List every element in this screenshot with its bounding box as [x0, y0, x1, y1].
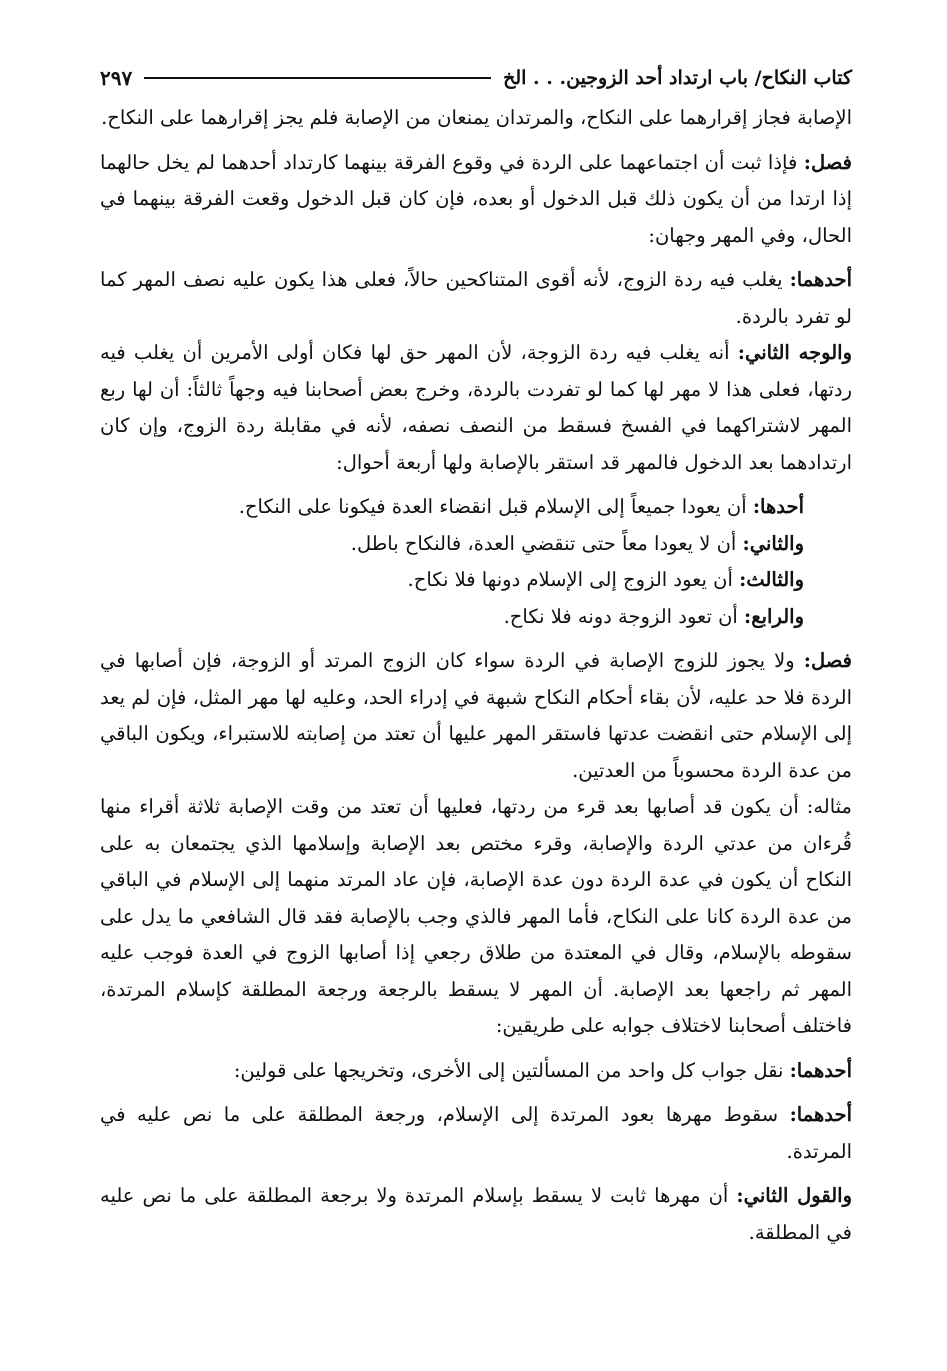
paragraph-11: أحدهما: نقل جواب كل واحد من المسألتين إلى الأخرى، وتخريجها على قولين: [233, 1058, 852, 1082]
paragraph-1: الإصابة فجاز إقرارهما على النكاح، والمرتدان يمنعان من الإصابة فلم يجز إقرارهما على النكاح. [101, 106, 852, 129]
paragraph-13: والقول الثاني: أن مهرها ثابت لا يسقط بإسلام المرتدة ولا برجعة المطلقة على ما نص عليه في المطلقة. [100, 1184, 852, 1244]
paragraph-3: أحدهما: يغلب فيه ردة الزوج، لأنه أقوى المتناكحين حالاً، فعلى هذا يكون عليه نصف المهر كما لو تفرد بالردة. [100, 268, 852, 328]
paragraph-2: فصل: فإذا ثبت أن اجتماعهما على الردة في وقوع الفرقة بينهما كارتداد أحدهما لم يخل حالهما إذا ارتدا من أن يكون ذلك قبل الدخول أو بعده، فإن كان قبل الدخول وقعت الفرقة بينهما في الحال، وفي المهر وجهان: [100, 150, 852, 247]
paragraph-8: والرابع: أن تعود الزوجة دونه فلا نكاح. [503, 604, 804, 628]
paragraph-10: مثاله: أن يكون قد أصابها بعد قرء من ردتها، فعليها أن تعتد من وقت الإصابة ثلاثة أقراء منها قُرءان من عدتي الردة والإصابة، وقرء مختص بعد الإصابة وإسلامها الذي يجتمعان به على النكاح أن يكون في عدة الردة دون عدة الإصابة، فإن عاد المرتد منهما إلى الإسلام في الباقي من عدة الردة كانا على النكاح، فأما المهر فالذي وجب بالإصابة فقد قال الشافعي ما يدل على سقوطه بالإسلام، وقال في المعتدة من طلاق رجعي إذا أصابها الزوج في العدة فوجب عليه المهر ثم راجعها بعد الإصابة. أن المهر لا يسقط بالرجعة ورجعة المطلقة كإسلام المرتدة، فاختلف أصحابنا لاختلاف جوابه على طريقين: [100, 795, 852, 1037]
section-label: فصل: [803, 649, 852, 672]
page-body [100, 100, 852, 1251]
paragraph-12: أحدهما: سقوط مهرها بعود المرتدة إلى الإسلام، ورجعة المطلقة على ما نص عليه في المرتدة. [100, 1103, 852, 1163]
page-number: ٢٩٧ [100, 66, 133, 90]
section-label: فصل: [803, 150, 852, 174]
header-rule [144, 77, 491, 79]
paragraph-9: فصل: ولا يجوز للزوج الإصابة في الردة سواء كان الزوج المرتد أو الزوجة، فإن أصابها في الردة فلا حد عليه، لأن بقاء أحكام النكاح شبهة في إدراء الحد، وعليه لها مهر المثل، فإن لم يعد إلى الإسلام حتى انقضت عدتها فاستقر المهر عليها أن تعتد من إصابته للاستبراء، ويكون الباقي من عدة الردة محسوباً من العدتين. [100, 649, 852, 782]
paragraph-4: والوجه الثاني: أنه يغلب فيه ردة الزوجة، لأن المهر حق لها فكان أولى الأمرين أن يغلب فيه ردتها، فعلى هذا لا مهر لها كما لو تفردت بالردة، وخرج بعض أصحابنا فيه وجهاً ثالثاً: أن لها ربع المهر لاشتراكهما في الفسخ فسقط من النصف نصفه، لأنه في مقابلة ردة الزوج، وإن كان ارتدادهما بعد الدخول فالمهر قد استقر بالإصابة ولها أربعة أحوال: [100, 341, 852, 474]
running-header [100, 60, 852, 96]
header-title: كتاب النكاح/ باب ارتداد أحد الزوجين. . . الخ [503, 67, 852, 89]
paragraph-5: أحدها: أن يعودا جميعاً إلى الإسلام قبل انقضاء العدة فيكونا على النكاح. [238, 495, 804, 518]
paragraph-7: والثالث: أن يعود الزوج إلى الإسلام دونها فلا نكاح. [407, 568, 804, 591]
paragraph-6: والثاني: أن لا يعودا معاً حتى تنقضي العدة، فالنكاح باطل. [350, 531, 804, 555]
